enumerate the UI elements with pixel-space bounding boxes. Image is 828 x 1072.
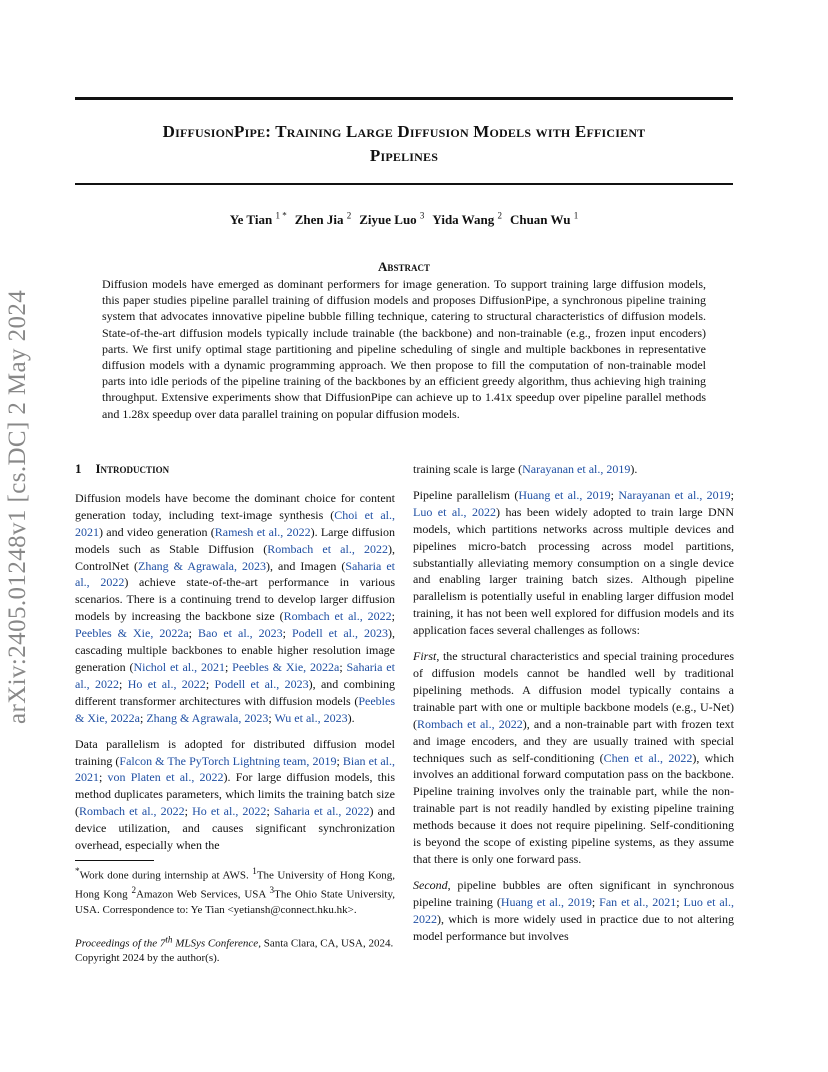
- body-text: ;: [610, 487, 619, 502]
- body-text: ), and a non-trainable part with frozen text and image encoders, and they are usually trained with special techniques such as self-conditioning (: [413, 716, 735, 765]
- citation-link[interactable]: Ho et al., 2022: [192, 804, 267, 819]
- author-affiliation-marker: 3: [419, 211, 425, 221]
- body-text: ), ControlNet (: [75, 541, 395, 573]
- title-top-rule: [75, 97, 733, 100]
- body-text: ;: [205, 676, 215, 691]
- body-text: ;: [224, 659, 233, 674]
- footnote-marker: *: [75, 866, 80, 876]
- citation-link[interactable]: Rombach et al., 2022: [283, 609, 392, 624]
- citation-link[interactable]: Rombach et al., 2022: [417, 716, 523, 731]
- author-affiliation-marker: 2: [346, 211, 352, 221]
- author-affiliation-marker: 1: [573, 211, 579, 221]
- body-text: ;: [140, 710, 147, 725]
- citation-link[interactable]: Luo et al., 2022: [413, 894, 735, 926]
- body-text: ;: [339, 659, 347, 674]
- citation-link[interactable]: Peebles & Xie, 2022a: [75, 626, 189, 641]
- author-name: Chuan Wu $^1$: [509, 211, 579, 228]
- citation-link[interactable]: Zhang & Agrawala, 2023: [138, 558, 266, 573]
- proceedings-sup: th: [165, 934, 173, 944]
- body-text: ;: [99, 770, 108, 785]
- section-number: 1: [75, 461, 82, 476]
- citation-link[interactable]: Chen et al., 2022: [603, 750, 693, 765]
- citation-link[interactable]: Saharia et al., 2022: [75, 659, 395, 691]
- body-text: Amazon Web Services, USA: [136, 888, 270, 901]
- author-name: Ye Tian $^{1 *}$: [229, 211, 287, 228]
- citation-link[interactable]: Fan et al., 2021: [599, 894, 677, 909]
- body-text: , the structural characteristics and special training procedures of diffusion models cannot be handled well by traditional pipelining methods. A diffusion model typically contains a trainable part with one or multiple backbone models (e.g., U-Net) (: [413, 649, 734, 731]
- intro-paragraph-3: [413, 487, 734, 639]
- body-text: Data parallelism is adopted for distributed diffusion model training (: [75, 736, 395, 768]
- intro-paragraph-4: [413, 648, 734, 868]
- citation-link[interactable]: Rombach et al., 2022: [267, 541, 388, 556]
- author-name: Yida Wang $^2$: [432, 211, 502, 228]
- right-column: [413, 461, 734, 953]
- citation-link[interactable]: Bao et al., 2023: [198, 626, 283, 641]
- author-name: Zhen Jia $^2$: [294, 211, 352, 228]
- citation-link[interactable]: Luo et al., 2022: [413, 504, 497, 519]
- body-text: ;: [184, 804, 193, 819]
- footnote-rule: [75, 860, 154, 861]
- body-text: ;: [676, 894, 684, 909]
- body-text: ).: [630, 462, 638, 476]
- body-text: ;: [119, 676, 128, 691]
- citation-link[interactable]: Zhang & Agrawala, 2023: [146, 710, 269, 725]
- author-affiliation-marker: 2: [497, 211, 502, 221]
- intro-paragraph-5: [413, 877, 734, 945]
- citation-link[interactable]: Huang et al., 2019: [518, 487, 611, 502]
- body-text: ). Large diffusion models such as Stable Diffusion (: [75, 524, 396, 556]
- citation-link[interactable]: Rombach et al., 2022: [79, 804, 185, 819]
- proceedings-italic: Proceedings of the 7: [75, 937, 166, 950]
- body-text: ;: [282, 626, 292, 641]
- section-heading: [75, 461, 395, 478]
- left-column: [75, 461, 395, 863]
- body-text: ) and video generation (: [99, 524, 215, 539]
- body-text: ), which is more widely used in practice due to not altering model performance but involves: [413, 911, 734, 943]
- abstract-heading: Abstract: [378, 259, 430, 274]
- title-bottom-rule: [75, 183, 733, 185]
- author-list: [75, 211, 733, 228]
- body-text: ;: [336, 753, 343, 768]
- body-text: ).: [347, 710, 355, 725]
- proceedings-note: [75, 932, 395, 966]
- emphasis-text: First: [413, 649, 437, 664]
- citation-link[interactable]: von Platen et al., 2022: [107, 770, 224, 785]
- body-text: training scale is large (: [413, 462, 523, 476]
- citation-link[interactable]: Saharia et al., 2022: [273, 804, 370, 819]
- proceedings-italic-2: MLSys Conference: [172, 937, 259, 950]
- citation-link[interactable]: Bian et al., 2021: [75, 753, 396, 785]
- citation-link[interactable]: Falcon & The PyTorch Lightning team, 2019: [119, 753, 337, 768]
- body-text: ). For large diffusion models, this method duplicates parameters, which limits the training batch size (: [75, 770, 395, 819]
- citation-link[interactable]: Ho et al., 2022: [127, 676, 206, 691]
- footnote-marker: 1: [252, 866, 257, 876]
- body-text: The University of Hong Kong, Hong Kong: [75, 869, 396, 901]
- author-affiliation-marker: 1 *: [275, 211, 287, 221]
- intro-paragraph-1: [75, 490, 395, 727]
- proceedings-rest: , Santa Clara, CA, USA, 2024. Copyright 2024 by the author(s).: [75, 937, 394, 965]
- body-text: ), cascading multiple backbones to enable higher resolution image generation (: [75, 626, 395, 674]
- body-text: ) achieve state-of-the-art performance in various scenarios. There is a continuing trend to develop larger diffusion models by increasing the backbone size (: [75, 575, 395, 624]
- body-text: ;: [188, 626, 198, 641]
- citation-link[interactable]: Peebles & Xie, 2022a: [75, 693, 395, 725]
- body-text: ;: [391, 609, 395, 624]
- citation-link[interactable]: Podell et al., 2023: [214, 676, 309, 691]
- citation-link[interactable]: Nichol et al., 2021: [133, 659, 225, 674]
- section-title: Introduction: [95, 461, 170, 476]
- body-text: ), and Imagen (: [266, 558, 346, 573]
- body-text: Diffusion models have become the dominant choice for content generation today, including text-image synthesis (: [75, 490, 395, 522]
- citation-link[interactable]: Peebles & Xie, 2022a: [232, 659, 340, 674]
- intro-paragraph-continued: [413, 461, 734, 478]
- body-text: ), and combining different transformer architectures with diffusion models (: [75, 676, 395, 708]
- body-text: ) has been widely adopted to train large DNN models, which partitions networks across multiple devices and pipelines micro-batch processing across model partitions, substantially alleviating memory consumption on a single device and enabling larger training batch sizes. Although pipeline parallelism is potentially useful in enabling larger diffusion model training, it has not been well explored for diffusion models and its application faces several challenges as follows:: [413, 504, 734, 638]
- citation-link[interactable]: Saharia et al., 2022: [75, 558, 395, 590]
- body-text: Work done during internship at AWS.: [79, 869, 253, 882]
- body-text: ) and device utilization, and causes significant synchronization overhead, especially when the: [75, 804, 395, 853]
- body-text: ;: [730, 487, 735, 502]
- arxiv-identifier: arXiv:2405.01248v1 [cs.DC] 2 May 2024: [4, 289, 31, 724]
- citation-link[interactable]: Huang et al., 2019: [500, 894, 592, 909]
- body-text: Pipeline parallelism (: [413, 487, 519, 502]
- abstract-text: Diffusion models have emerged as dominant performers for image generation. To support training large diffusion models, this paper studies pipeline parallel training of diffusion models and proposes DiffusionPipe, a synchronous pipeline training system that advocates innovative pipeline bubble filling technique, catering to structural characteristics of diffusion models. State-of-the-art diffusion models typically include trainable (the backbone) and non-trainable (e.g., frozen input encoders) parts. We first unify optimal stage partitioning and pipeline scheduling of single and multiple backbones in representative diffusion models with a dynamic programming approach. We then propose to fill the computation of non-trainable model parts into idle periods of the pipeline training of the backbones by an efficient greedy algorithm, thus achieving high training throughput. Extensive experiments show that DiffusionPipe can achieve up to 1.41x speedup over pipeline parallel methods and 1.28x speedup over data parallel training on popular diffusion models.: [102, 277, 706, 421]
- citation-link[interactable]: Wu et al., 2023: [274, 710, 348, 725]
- body-text: ;: [266, 804, 274, 819]
- footnote-affiliations: [75, 864, 395, 917]
- footnote-marker: 3: [269, 885, 275, 896]
- citation-link[interactable]: Podell et al., 2023: [292, 626, 388, 641]
- citation-link[interactable]: Ramesh et al., 2022: [214, 524, 311, 539]
- citation-link[interactable]: Narayanan et al., 2019: [618, 487, 731, 502]
- author-name: Ziyue Luo $^3$: [359, 211, 425, 228]
- body-text: The Ohio State University, USA. Correspondence to: Ye Tian <yetiansh@connect.hku.hk>.: [75, 888, 395, 916]
- paper-title-line-1: DiffusionPipe: Training Large Diffusion Models with Efficient: [162, 122, 646, 141]
- body-text: ;: [268, 710, 275, 725]
- citation-link[interactable]: Narayanan et al., 2019: [522, 462, 631, 476]
- body-text: , pipeline bubbles are often significant in synchronous pipeline training (: [413, 877, 734, 909]
- body-text: ), which involves an additional forward computation pass on the backbone. Pipeline training involves only the trainable part, while the non-trainable part is not readily handled by existing pipeline training methods because it does not require pipelining. Self-conditioning is beyond the scope of existing pipeline systems, as they assume that there is only one forward pass.: [413, 750, 734, 866]
- citation-link[interactable]: Choi et al., 2021: [75, 507, 395, 539]
- body-text: ;: [591, 894, 600, 909]
- paper-title-line-2: Pipelines: [369, 146, 439, 165]
- intro-paragraph-2: [75, 736, 395, 854]
- footnote-marker: 2: [131, 885, 137, 896]
- emphasis-text: Second: [413, 877, 448, 892]
- paper-title: [75, 120, 733, 168]
